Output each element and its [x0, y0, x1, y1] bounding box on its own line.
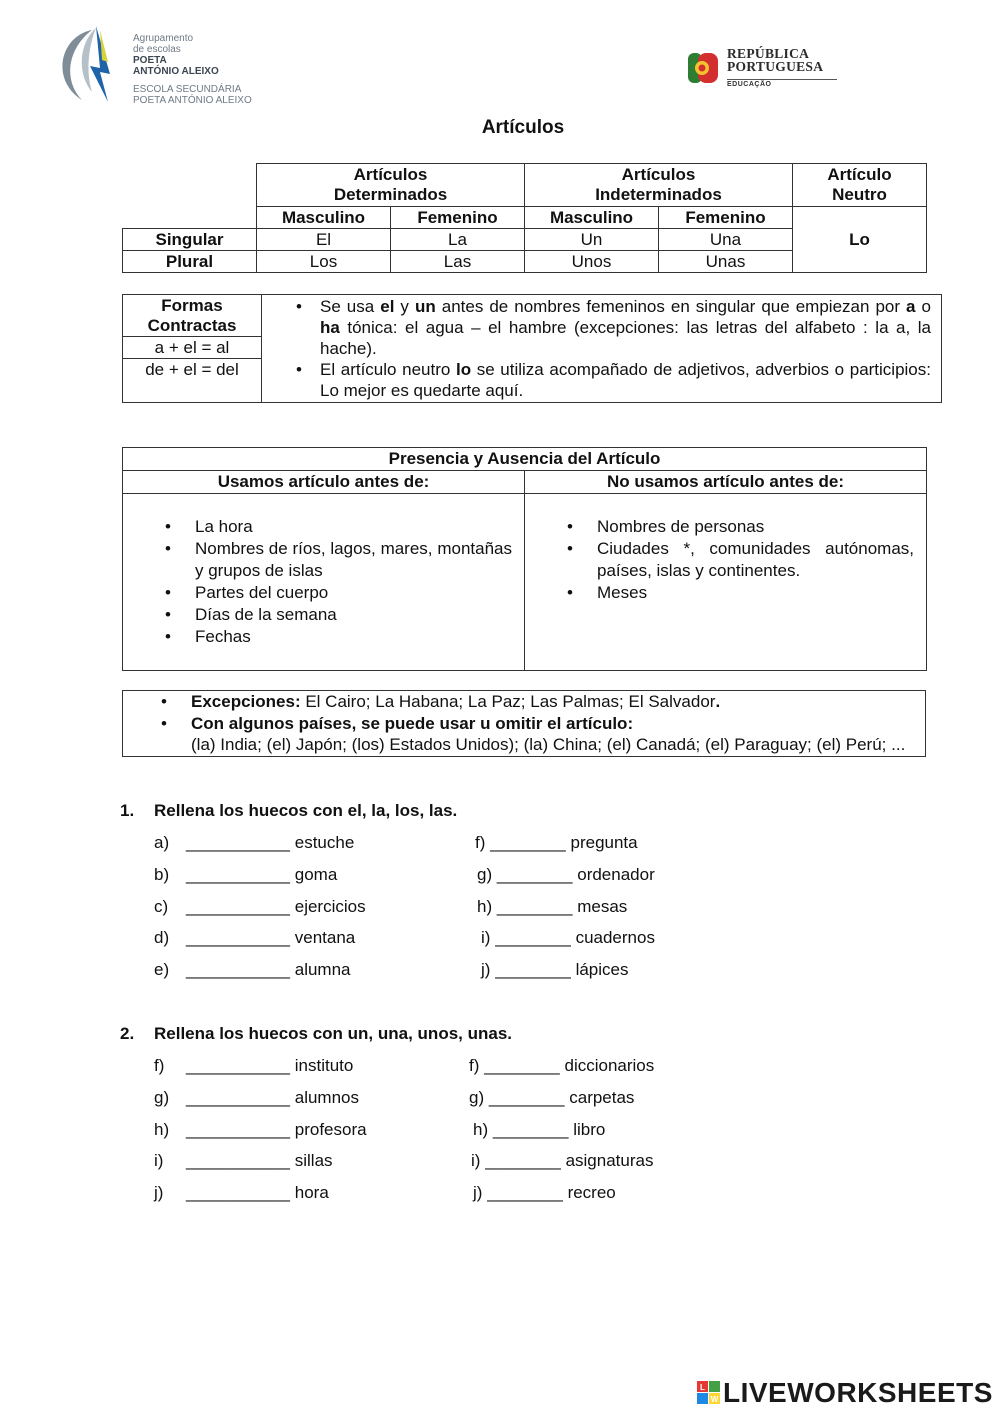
- blank-field[interactable]: ___________: [186, 1183, 291, 1202]
- list-item: • Días de la semana: [165, 604, 512, 626]
- header-masculino: Masculino: [525, 207, 659, 229]
- header-line: Indeterminados: [595, 185, 722, 204]
- blank-field[interactable]: ________: [488, 1088, 565, 1107]
- table-cell: Los: [257, 251, 391, 273]
- list-item: • Nombres de ríos, lagos, mares, montañas y grupos de islas: [165, 538, 512, 582]
- item-word: carpetas: [569, 1088, 635, 1107]
- exercise-title-text: Rellena los huecos con un, una, unos, unas.: [154, 1024, 513, 1043]
- blank-field[interactable]: ___________: [186, 928, 291, 947]
- school-line: ANTÓNIO ALEIXO: [133, 66, 219, 77]
- item-word: lápices: [575, 960, 629, 979]
- table-cell: Una: [659, 229, 793, 251]
- item-word: instituto: [294, 1056, 354, 1075]
- exercise-item: [154, 865, 337, 885]
- exercise-item: [473, 1183, 616, 1203]
- countries-label: Con algunos países, se puede usar u omitir el artículo:: [191, 713, 634, 733]
- badge-letter: L: [700, 1383, 705, 1392]
- blank-field[interactable]: ________: [492, 1120, 569, 1139]
- educacao-label: EDUCAÇÃO: [727, 79, 837, 88]
- table-cell: Unas: [659, 251, 793, 273]
- badge-letter: W: [710, 1395, 719, 1404]
- item-word: diccionarios: [564, 1056, 655, 1075]
- blank-field[interactable]: ________: [496, 865, 573, 884]
- item-letter: j): [481, 960, 491, 979]
- note-bold: el: [380, 297, 395, 316]
- exercise-item: [469, 1088, 634, 1108]
- exercise-item: [154, 1120, 367, 1140]
- list-item: • Partes del cuerpo: [165, 582, 512, 604]
- exceptions-text: El Cairo; La Habana; La Paz; Las Palmas; El Salvador: [300, 692, 716, 711]
- page-title: Artículos: [481, 117, 565, 138]
- blank-field[interactable]: ________: [496, 897, 573, 916]
- use-header: Usamos artículo antes de:: [123, 471, 525, 494]
- item-letter: i): [481, 928, 491, 947]
- use-list-cell: [123, 494, 525, 671]
- republica-line: REPÚBLICA: [727, 46, 810, 61]
- exercise-item: [471, 1151, 653, 1171]
- school-line: de escolas: [133, 44, 181, 55]
- item-letter: j): [473, 1183, 483, 1202]
- item-letter: d): [154, 928, 170, 947]
- item-letter: f): [154, 1056, 165, 1075]
- item-letter: e): [154, 960, 170, 979]
- header-femenino: Femenino: [391, 207, 525, 229]
- item-letter: h): [154, 1120, 170, 1139]
- table-row: [123, 295, 942, 337]
- note-bold: un: [414, 297, 436, 316]
- table-cell: Un: [525, 229, 659, 251]
- exercise-item: [469, 1056, 654, 1076]
- republica-portuguesa: [727, 47, 823, 73]
- blank-field[interactable]: ___________: [186, 1151, 291, 1170]
- item-word: hora: [294, 1183, 329, 1202]
- item-letter: h): [473, 1120, 489, 1139]
- note-text: Se usa: [320, 297, 381, 316]
- list-item: [161, 713, 917, 756]
- table-row: [123, 207, 927, 229]
- item-letter: i): [154, 1151, 164, 1170]
- presence-title: Presencia y Ausencia del Artículo: [123, 448, 927, 471]
- exercise-item: [473, 1120, 605, 1140]
- item-word: ejercicios: [294, 897, 366, 916]
- item-letter: c): [154, 897, 169, 916]
- nouse-header: No usamos artículo antes de:: [525, 471, 927, 494]
- empty-cell: [123, 164, 257, 207]
- item-letter: f): [475, 833, 486, 852]
- school-line: POETA: [133, 55, 167, 66]
- countries-text: (la) India; (el) Japón; (los) Estados Unidos); (la) China; (el) Canadá; (el) Paraguay; (el) Perú; ...: [191, 735, 906, 754]
- header-line: Artículos: [621, 165, 696, 184]
- item-letter: g): [154, 1088, 170, 1107]
- item-letter: h): [477, 897, 493, 916]
- table-row: [123, 448, 927, 471]
- exercise-number: 2.: [120, 1024, 135, 1043]
- note-item: [296, 296, 931, 359]
- note-bold: lo: [455, 360, 472, 379]
- header-indeterminados: [525, 164, 793, 207]
- blank-field[interactable]: ___________: [186, 1088, 291, 1107]
- item-letter: i): [471, 1151, 481, 1170]
- note-item: [296, 359, 931, 401]
- blank-field[interactable]: ___________: [186, 897, 291, 916]
- item-word: ordenador: [577, 865, 655, 884]
- exercise-item: [154, 928, 355, 948]
- exercise-item: [154, 1183, 329, 1203]
- header-line: Contractas: [147, 316, 237, 335]
- item-word: asignaturas: [565, 1151, 654, 1170]
- contracted-header: [123, 295, 262, 337]
- table-row: [123, 471, 927, 494]
- note-text: y: [394, 297, 415, 316]
- note-text: o: [915, 297, 931, 316]
- item-word: libro: [573, 1120, 606, 1139]
- header-line: Neutro: [832, 185, 887, 204]
- exercise-title-text: Rellena los huecos con el, la, los, las.: [154, 801, 458, 820]
- exercise-item: [477, 865, 655, 885]
- item-word: alumna: [294, 960, 351, 979]
- list-item: • Nombres de personas: [567, 516, 914, 538]
- blank-field[interactable]: ___________: [186, 1120, 291, 1139]
- note-text: El artículo neutro: [320, 360, 456, 379]
- blank-field[interactable]: ________: [495, 960, 571, 979]
- exceptions-cell: [123, 691, 926, 757]
- liveworksheets-brand: LIVEWORKSHEETS: [723, 1377, 993, 1408]
- item-word: alumnos: [294, 1088, 360, 1107]
- header-neutro: [793, 164, 927, 207]
- item-letter: a): [154, 833, 170, 852]
- list-item: • Ciudades *, comunidades autónomas, países, islas y continentes.: [567, 538, 914, 582]
- list-item: [161, 691, 917, 713]
- table-cell: Unos: [525, 251, 659, 273]
- contracted-notes: [262, 295, 942, 403]
- nouse-list-cell: [525, 494, 927, 671]
- exercise-item: [154, 1088, 359, 1108]
- blank-field[interactable]: ___________: [186, 1056, 291, 1075]
- row-label-plural: Plural: [123, 251, 257, 273]
- item-word: sillas: [294, 1151, 333, 1170]
- header-line: Artículo: [827, 165, 892, 184]
- header-line: Artículos: [353, 165, 428, 184]
- blank-field[interactable]: ________: [487, 1183, 563, 1202]
- exercise-item: [154, 897, 366, 917]
- exercise-2-title: [120, 1024, 512, 1044]
- blank-field[interactable]: ________: [490, 833, 566, 852]
- item-word: estuche: [294, 833, 355, 852]
- item-word: recreo: [567, 1183, 616, 1202]
- item-word: pregunta: [570, 833, 638, 852]
- neutro-value: Lo: [793, 207, 927, 273]
- table-cell: El: [257, 229, 391, 251]
- table-cell: La: [391, 229, 525, 251]
- list-item: • Meses: [567, 582, 914, 604]
- blank-field[interactable]: ___________: [186, 833, 291, 852]
- blank-field[interactable]: ___________: [186, 865, 291, 884]
- exercise-item: [154, 1056, 353, 1076]
- school-line: Agrupamento: [133, 33, 194, 44]
- exercise-item: [481, 960, 628, 980]
- empty-cell: [123, 207, 257, 229]
- blank-field[interactable]: ___________: [186, 960, 291, 979]
- contracted-forms-table: [122, 294, 942, 403]
- note-bold: a: [906, 297, 916, 316]
- articles-table: [122, 163, 927, 273]
- exercise-item: [475, 833, 638, 853]
- item-word: profesora: [294, 1120, 367, 1139]
- republica-line: PORTUGUESA: [727, 59, 824, 74]
- item-letter: g): [469, 1088, 485, 1107]
- header-line: Determinados: [333, 185, 448, 204]
- table-cell: Las: [391, 251, 525, 273]
- exercise-item: [477, 897, 627, 917]
- row-label-singular: Singular: [123, 229, 257, 251]
- header-masculino: Masculino: [257, 207, 391, 229]
- contracted-form: a + el = al: [123, 337, 262, 359]
- blank-field[interactable]: ________: [484, 1056, 560, 1075]
- exercise-item: [154, 1151, 333, 1171]
- header-line: Formas: [161, 296, 223, 315]
- item-letter: f): [469, 1056, 480, 1075]
- exercise-item: [481, 928, 655, 948]
- exercise-number: 1.: [120, 801, 135, 820]
- note-bold: ha: [320, 318, 340, 337]
- table-row: [123, 494, 927, 671]
- note-text: tónica: el agua – el hambre (excepciones: las letras del alfabeto : la a, la hache).: [320, 318, 931, 358]
- contracted-form: de + el = del: [123, 359, 262, 403]
- item-word: ventana: [294, 928, 356, 947]
- item-letter: j): [154, 1183, 164, 1202]
- blank-field[interactable]: ________: [485, 1151, 561, 1170]
- table-row: [123, 691, 926, 757]
- item-letter: g): [477, 865, 493, 884]
- school-line: ESCOLA SECUNDÁRIA: [133, 84, 242, 95]
- item-word: goma: [294, 865, 338, 884]
- list-item: • Fechas: [165, 626, 512, 648]
- header-determinados: [257, 164, 525, 207]
- school-line: POETA ANTÓNIO ALEIXO: [133, 95, 252, 106]
- liveworksheets-logo-icon: [697, 1381, 721, 1405]
- item-word: mesas: [577, 897, 628, 916]
- blank-field[interactable]: ________: [495, 928, 571, 947]
- school-name: [133, 33, 252, 106]
- note-text: se utiliza acompañado de adjetivos, adverbios o participios: Lo mejor es quedarte aquí.: [320, 360, 931, 400]
- item-word: cuadernos: [575, 928, 655, 947]
- table-row: [123, 164, 927, 207]
- exercise-1-title: [120, 801, 457, 821]
- list-item: • La hora: [165, 516, 512, 538]
- header-femenino: Femenino: [659, 207, 793, 229]
- exceptions-period: .: [715, 692, 721, 711]
- exercise-item: [154, 960, 351, 980]
- exceptions-box: [122, 690, 926, 757]
- exercise-item: [154, 833, 354, 853]
- exceptions-label: Excepciones:: [191, 692, 301, 711]
- item-letter: b): [154, 865, 170, 884]
- republica-emblem-icon: [686, 47, 726, 91]
- note-text: antes de nombres femeninos en singular que empiezan por: [435, 297, 907, 316]
- presence-table: [122, 447, 927, 671]
